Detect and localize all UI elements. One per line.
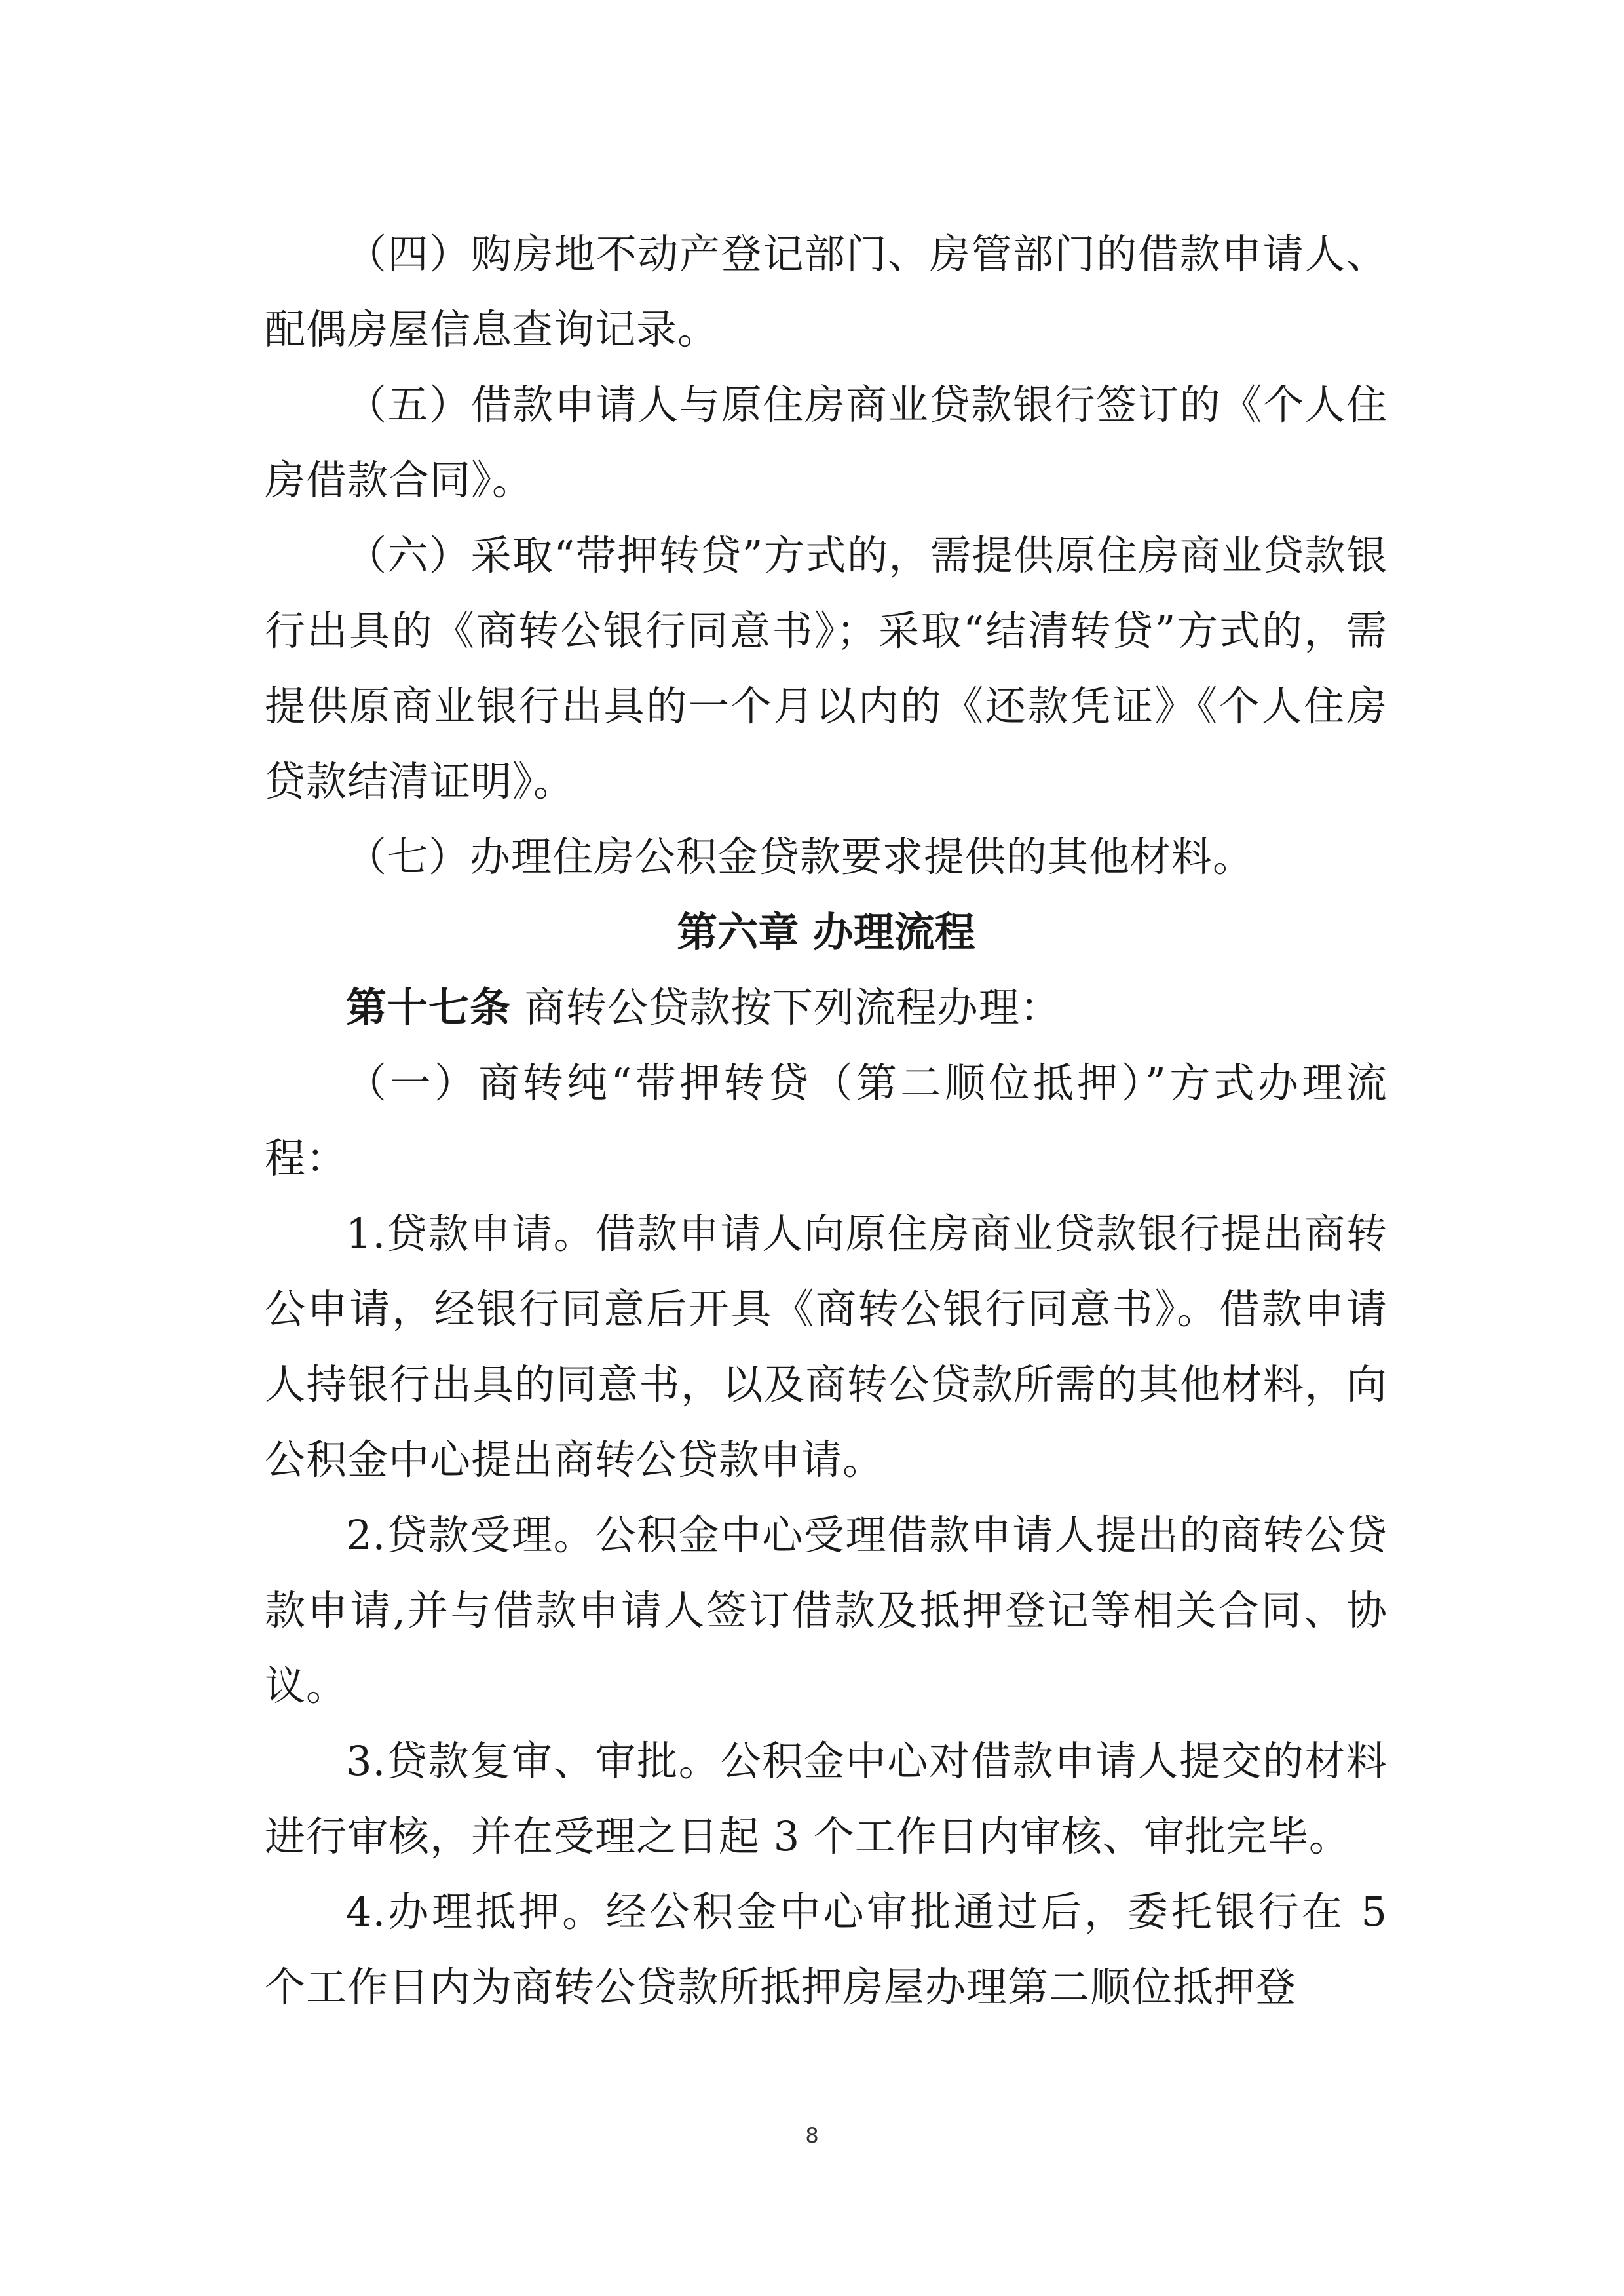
article-text: 商转公贷款按下列流程办理： [511,984,1061,1031]
paragraph-item-5: （五）借款申请人与原住房商业贷款银行签订的《个人住房借款合同》。 [265,381,1388,504]
step-4: 4.办理抵押。经公积金中心审批通过后，委托银行在 5 个工作日内为商转公贷款所抵押房屋办理第二顺位抵押登 [265,1888,1388,2011]
step-3: 3.贷款复审、审批。公积金中心对借款申请人提交的材料进行审核，并在受理之日起 3 个工作日内审核、审批完毕。 [265,1737,1388,1860]
page-number: 8 [805,2123,819,2148]
paragraph-item-6: （六）采取“带押转贷”方式的，需提供原住房商业贷款银行出具的《商转公银行同意书》；采取“结清转贷”方式的，需提供原商业银行出具的一个月以内的《还款凭证》《个人住房贷款结清证明》。 [265,531,1388,805]
chapter-title: 第六章 办理流程 [677,908,975,956]
step-2: 2.贷款受理。公积金中心受理借款申请人提出的商转公贷款申请,并与借款申请人签订借款及抵押登记等相关合同、协议。 [265,1511,1388,1710]
article-label: 第十七条 [346,984,512,1031]
step-1: 1.贷款申请。借款申请人向原住房商业贷款银行提出商转公申请，经银行同意后开具《商转公银行同意书》。借款申请人持银行出具的同意书，以及商转公贷款所需的其他材料，向公积金中心提出商转公贷款申请。 [265,1210,1388,1483]
paragraph-item-4: （四）购房地不动产登记部门、房管部门的借款申请人、配偶房屋信息查询记录。 [265,230,1388,353]
paragraph-item-7: （七）办理住房公积金贷款要求提供的其他材料。 [346,833,1255,881]
section-1-heading: （一）商转纯“带押转贷（第二顺位抵押）”方式办理流程： [265,1059,1388,1182]
article-17 [265,970,1388,1045]
